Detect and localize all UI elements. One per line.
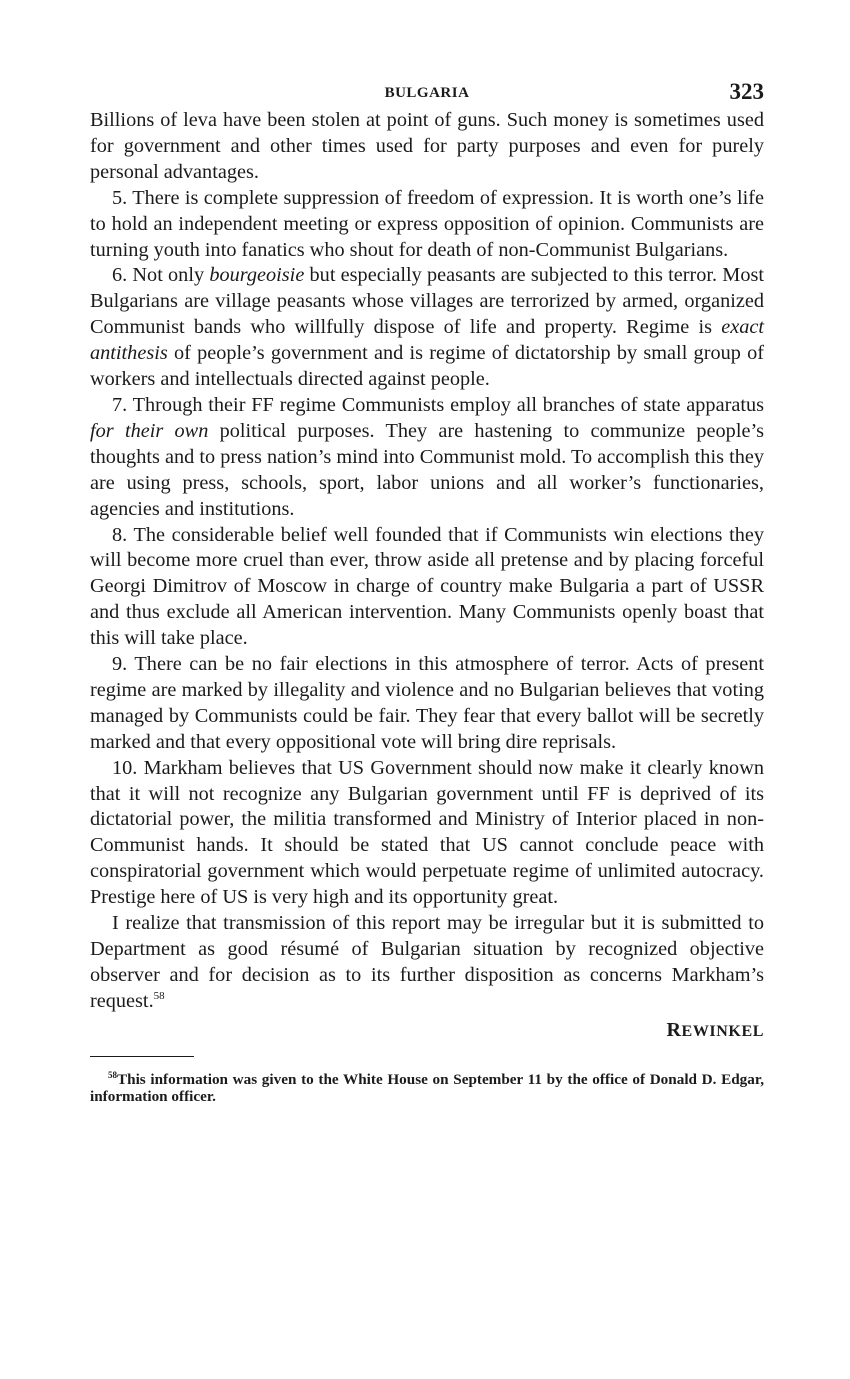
page-number: 323: [729, 79, 764, 104]
italic-exact-antithesis: exact antithesis: [90, 316, 764, 365]
signature: [90, 1019, 764, 1042]
paragraph-8: 8. The considerable belief well founded that if Communists win elections they will become more cruel than ever, throw aside all pretense and by placing forceful Georgi Dimitrov of Moscow in charge of country make Bulgaria a part of USSR and thus exclude all American intervention. Many Communists openly boast that this will take place.: [90, 523, 764, 650]
footnote-rule: [90, 1056, 194, 1057]
paragraph-7: [90, 393, 764, 523]
running-head: BULGARIA: [384, 85, 470, 101]
footnote-reference: 58: [153, 990, 165, 1003]
paragraph-6-text-a: 6. Not only: [112, 264, 210, 287]
footnote-marker: 58: [108, 1069, 117, 1080]
paragraph-7-text-a: 7. Through their FF regime Communists employ all branches of state apparatus: [112, 393, 764, 416]
paragraph-5: 5. There is complete suppression of freedom of expression. It is worth one’s life to hold an independent meeting or express opposition of opinion. Communists are turning youth into fanatics who shout for death of non-Communist Bulgarians.: [90, 186, 764, 261]
paragraph-6: [90, 263, 764, 393]
page-header: [90, 78, 764, 108]
paragraph-continued: Billions of leva have been stolen at point of guns. Such money is sometimes used for government and other times used for party purposes and even for purely personal advantages.: [90, 109, 764, 183]
footnote-text: This information was given to the White House on September 11 by the office of Donald D. Edgar, information officer.: [90, 1070, 764, 1105]
paragraph-closing: [90, 911, 764, 1015]
footnote: [90, 1071, 764, 1105]
body-text: [90, 108, 764, 1015]
paragraph-10: 10. Markham believes that US Government should now make it clearly known that it will not recognize any Bulgarian government until FF is deprived of its dictatorial power, the militia transformed and Ministry of Interior placed in non-Communist hands. It should be stated that US cannot conclude peace with conspiratorial government which would perpetuate regime of unlimited autocracy. Prestige here of US is very high and its opportunity great.: [90, 756, 764, 909]
paragraph-6-text-c: of people’s government and is regime of dictatorship by small group of workers and intellectuals directed against people.: [90, 342, 764, 391]
italic-bourgeoisie: bourgeoisie: [209, 264, 305, 287]
italic-for-their-own: for their own: [90, 419, 209, 442]
signature-initial: R: [666, 1018, 682, 1041]
document-page: [90, 78, 764, 1105]
signature-rest: EWINKEL: [681, 1022, 764, 1040]
paragraph-9: 9. There can be no fair elections in this atmosphere of terror. Acts of present regime are marked by illegality and violence and no Bulgarian believes that voting managed by Communists could be fair. They fear that every ballot will be secretly marked and that every oppositional vote will bring dire reprisals.: [90, 653, 764, 753]
paragraph-closing-text: I realize that transmission of this report may be irregular but it is submitted to Department as good résumé of Bulgarian situation by recognized objective observer and for decision as to its further disposition as concerns Markham’s request.: [90, 912, 764, 1012]
paragraph-7-text-b: political purposes. They are hastening to communize people’s thoughts and to press nation’s mind into Communist mold. To accomplish this they are using press, schools, sport, labor unions and all worker’s functionaries, agencies and institutions.: [90, 419, 764, 520]
paragraph-6-text-b: but especially peasants are subjected to this terror. Most Bulgarians are village peasants whose villages are terrorized by armed, organized Communist bands who willfully dispose of life and property. Regime is: [90, 264, 764, 339]
